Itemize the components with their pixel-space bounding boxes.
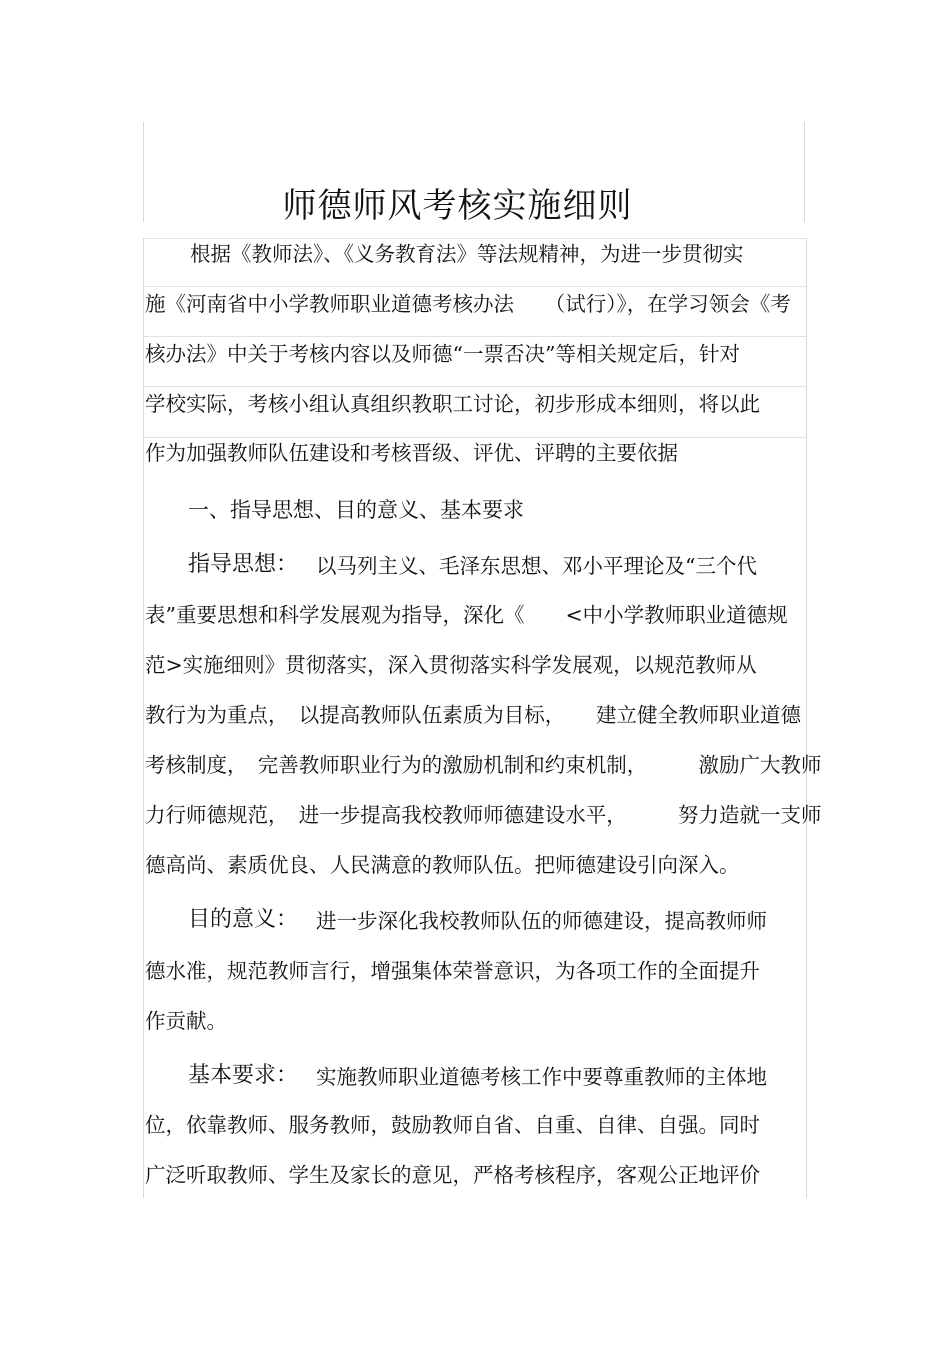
guiding-line: 表”重要思想和科学发展观为指导，深化《 <中小学教师职业道德规 (145, 603, 788, 627)
purpose-line: 德水准，规范教师言行，增强集体荣誉意识，为各项工作的全面提升 (145, 959, 760, 983)
intro-line: 学校实际，考核小组认真组织教职工讨论，初步形成本细则，将以此 (145, 392, 760, 416)
row-border-line (143, 286, 806, 287)
row-border-line (143, 336, 806, 337)
guiding-line: 考核制度， 完善教师职业行为的激励机制和约束机制， 激励广大教师 (145, 753, 822, 777)
left-border-line (143, 238, 144, 1198)
requirements-line: 位，依靠教师、服务教师，鼓励教师自省、自重、自律、自强。同时 (145, 1113, 760, 1137)
guiding-line: 教行为为重点， 以提高教师队伍素质为目标， 建立健全教师职业道德 (145, 703, 801, 727)
guiding-line: 范>实施细则》贯彻落实，深入贯彻落实科学发展观，以规范教师从 (145, 653, 757, 677)
guiding-label: 指导思想： (188, 552, 299, 577)
purpose-label: 目的意义： (188, 907, 299, 932)
requirements-label: 基本要求： (188, 1063, 299, 1088)
requirements-line: 实施教师职业道德考核工作中要尊重教师的主体地 (316, 1065, 767, 1089)
row-border-line (143, 386, 806, 387)
right-border-line (806, 238, 807, 1198)
section-heading: 一、指导思想、目的意义、基本要求 (188, 498, 524, 522)
guiding-line: 德高尚、素质优良、人民满意的教师队伍。把师德建设引向深入。 (145, 853, 740, 877)
intro-line: 根据《教师法》、《义务教育法》等法规精神，为进一步贯彻实 (190, 242, 744, 266)
purpose-line: 进一步深化我校教师队伍的师德建设，提高教师师 (316, 909, 767, 933)
guiding-line: 以马列主义、毛泽东思想、邓小平理论及“三个代 (316, 554, 757, 578)
row-border-line (143, 238, 806, 239)
requirements-line: 广泛听取教师、学生及家长的意见，严格考核程序，客观公正地评价 (145, 1163, 760, 1187)
intro-line: 核办法》中关于考核内容以及师德“一票否决”等相关规定后，针对 (145, 342, 740, 366)
row-border-line (143, 437, 806, 438)
guiding-line: 力行师德规范， 进一步提高我校教师师德建设水平， 努力造就一支师 (145, 803, 822, 827)
purpose-line: 作贡献。 (145, 1009, 227, 1033)
document-title: 师德师风考核实施细则 (282, 186, 633, 226)
intro-line: 施《河南省中小学教师职业道德考核办法 （试行）》，在学习领会《考 (145, 292, 791, 316)
intro-line: 作为加强教师队伍建设和考核晋级、评优、评聘的主要依据 (145, 441, 678, 465)
